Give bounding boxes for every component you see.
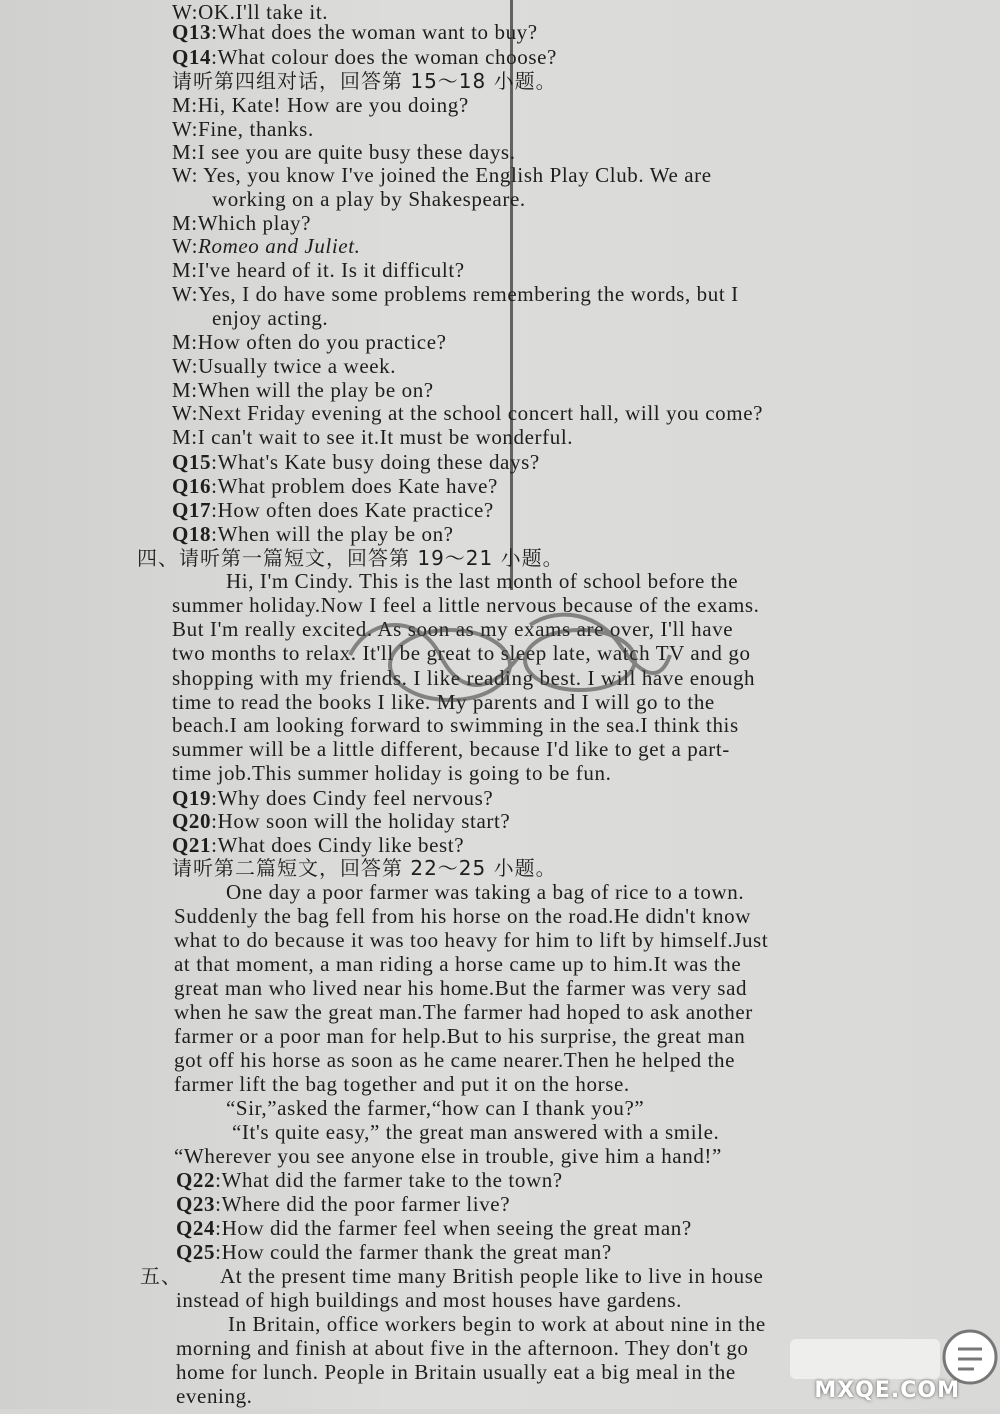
text-line: Suddenly the bag fell from his horse on the road.He didn't know: [174, 904, 751, 928]
dialogue-line: [172, 234, 361, 258]
question-text: :What did the farmer take to the town?: [215, 1168, 563, 1192]
text-line: farmer or a poor man for help.But to his surprise, the great man: [174, 1024, 746, 1048]
text-line: W: Yes, you know I've joined the English Play Club. We are: [172, 163, 712, 187]
text-line: great man who lived near his home.But the farmer was very sad: [174, 976, 748, 1000]
question-number: Q14: [172, 45, 212, 69]
logo-text: MXQE.COM: [814, 1378, 960, 1403]
text-line: shopping with my friends. I like reading best. I will have enough: [172, 666, 756, 690]
question-number: Q25: [176, 1240, 216, 1264]
question-number: Q16: [172, 474, 212, 498]
text-line: M:I see you are quite busy these days.: [172, 140, 516, 164]
question-text: :What problem does Kate have?: [211, 474, 498, 498]
question-number: Q19: [172, 786, 212, 810]
section-instruction: 请听第二篇短文，回答第 22～25 小题。: [172, 856, 557, 880]
question-text: :What colour does the woman choose?: [211, 45, 557, 69]
text-line: W:Next Friday evening at the school concert hall, will you come?: [172, 401, 764, 425]
section-instruction: 四、请听第一篇短文，回答第 19～21 小题。: [137, 546, 564, 570]
question-line: [172, 45, 557, 69]
question-line: [176, 1168, 563, 1192]
text-line: In Britain, office workers begin to work at about nine in the: [228, 1312, 766, 1336]
question-line: [172, 450, 540, 474]
text-line: But I'm really excited. As soon as my exams are over, I'll have: [172, 617, 734, 641]
question-text: :What does Cindy like best?: [211, 833, 465, 857]
text-line: M:When will the play be on?: [172, 378, 434, 402]
question-line: [172, 833, 464, 857]
text-line: M:Hi, Kate! How are you doing?: [172, 93, 469, 117]
text-line: W:OK.I'll take it.: [172, 0, 329, 24]
question-number: Q18: [172, 522, 212, 546]
question-text: :When will the play be on?: [211, 522, 454, 546]
question-number: Q15: [172, 450, 212, 474]
question-number: Q20: [172, 809, 212, 833]
question-text: :How often does Kate practice?: [211, 498, 494, 522]
question-number: Q24: [176, 1216, 216, 1240]
question-text: :How could the farmer thank the great man?: [215, 1240, 612, 1264]
question-line: [172, 786, 493, 810]
text-line: M:I can't wait to see it.It must be wonderful.: [172, 425, 574, 449]
speaker-prefix: W:: [172, 234, 199, 258]
text-line: W:Usually twice a week.: [172, 354, 397, 378]
passage-text: At the present time many British people like to live in house: [220, 1264, 764, 1288]
question-line: [172, 498, 494, 522]
text-line: evening.: [176, 1384, 253, 1408]
text-line: beach.I am looking forward to swimming in the sea.I think this: [172, 713, 739, 737]
text-line: W:Yes, I do have some problems remembering the words, but I: [172, 282, 739, 306]
question-text: :How did the farmer feel when seeing the great man?: [215, 1216, 692, 1240]
question-number: Q23: [176, 1192, 216, 1216]
question-text: :What's Kate busy doing these days?: [211, 450, 540, 474]
text-line: time to read the books I like. My parents and I will go to the: [172, 690, 715, 714]
text-line: home for lunch. People in Britain usually eat a big meal in the: [176, 1360, 736, 1384]
text-line: M:I've heard of it. Is it difficult?: [172, 258, 465, 282]
question-text: :What does the woman want to buy?: [211, 20, 538, 44]
text-line: time job.This summer holiday is going to be fun.: [172, 761, 612, 785]
text-line: when he saw the great man.The farmer had hoped to ask another: [174, 1000, 753, 1024]
question-number: Q13: [172, 20, 212, 44]
section-instruction: 请听第四组对话，回答第 15～18 小题。: [172, 69, 557, 93]
question-number: Q17: [172, 498, 212, 522]
question-number: Q21: [172, 833, 212, 857]
text-line: One day a poor farmer was taking a bag of rice to a town.: [226, 880, 745, 904]
question-line: [176, 1240, 612, 1264]
question-line: [176, 1192, 510, 1216]
play-title: Romeo and Juliet.: [198, 234, 361, 258]
text-line: instead of high buildings and most houses have gardens.: [176, 1288, 683, 1312]
text-line: working on a play by Shakespeare.: [212, 187, 526, 211]
site-logo: [770, 1319, 1000, 1409]
question-line: [176, 1216, 692, 1240]
question-number: Q22: [176, 1168, 216, 1192]
text-line: two months to relax. It'll be great to sleep late, watch TV and go: [172, 641, 751, 665]
text-line: M:Which play?: [172, 211, 312, 235]
text-line: what to do because it was too heavy for him to lift by himself.Just: [174, 928, 769, 952]
text-line: W:Fine, thanks.: [172, 117, 314, 141]
question-text: :How soon will the holiday start?: [211, 809, 511, 833]
text-line: enjoy acting.: [212, 306, 329, 330]
question-line: [172, 20, 538, 44]
text-line: summer holiday.Now I feel a little nervous because of the exams.: [172, 593, 760, 617]
text-line: “It's quite easy,” the great man answered with a smile.: [232, 1120, 720, 1144]
text-line: M:How often do you practice?: [172, 330, 447, 354]
question-line: [172, 522, 454, 546]
question-line: [172, 474, 498, 498]
text-line: “Wherever you see anyone else in trouble, give him a hand!”: [174, 1144, 722, 1168]
text-line: Hi, I'm Cindy. This is the last month of school before the: [226, 569, 739, 593]
text-line: farmer lift the bag together and put it on the horse.: [174, 1072, 630, 1096]
text-line: got off his horse as soon as he came nearer.Then he helped the: [174, 1048, 736, 1072]
text-line: morning and finish at about five in the afternoon. They don't go: [176, 1336, 749, 1360]
text-line: at that moment, a man riding a horse came up to him.It was the: [174, 952, 742, 976]
text-line: “Sir,”asked the farmer,“how can I thank you?”: [226, 1096, 645, 1120]
section-five-line: [140, 1264, 763, 1288]
text-line: summer will be a little different, because I'd like to get a part-: [172, 737, 730, 761]
question-line: [172, 809, 510, 833]
question-text: :Why does Cindy feel nervous?: [211, 786, 494, 810]
question-text: :Where did the poor farmer live?: [215, 1192, 511, 1216]
section-number: 五、: [140, 1264, 182, 1288]
